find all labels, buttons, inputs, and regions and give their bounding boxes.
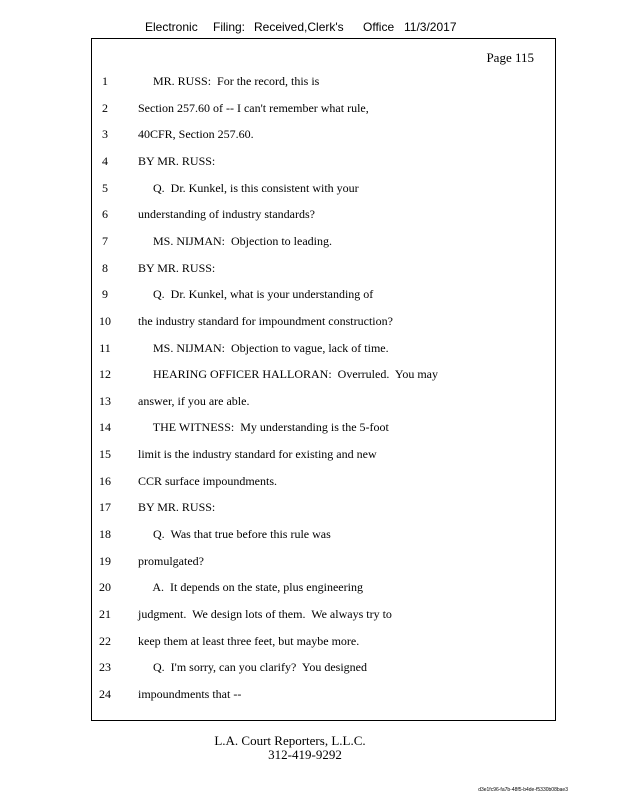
filing-stamp <box>0 20 618 36</box>
line-text: A. It depends on the state, plus engineering <box>138 580 363 595</box>
line-number: 10 <box>99 313 111 328</box>
line-number: 3 <box>102 127 108 142</box>
transcript-line <box>0 527 618 545</box>
transcript-line <box>0 634 618 652</box>
line-number: 7 <box>102 233 108 248</box>
stamp-date: 11/3/2017 <box>404 20 457 34</box>
line-text: MS. NIJMAN: Objection to vague, lack of time. <box>138 340 389 355</box>
transcript-line <box>0 287 618 305</box>
line-number: 16 <box>99 473 111 488</box>
line-text: limit is the industry standard for existing and new <box>138 447 377 462</box>
line-number: 1 <box>102 74 108 88</box>
transcript-line <box>0 554 618 572</box>
line-text: keep them at least three feet, but maybe more. <box>138 633 360 648</box>
stamp-filing: Filing: <box>213 20 246 34</box>
line-text: Q. I'm sorry, can you clarify? You designed <box>138 660 368 675</box>
line-text: Section 257.60 of -- I can't remember what rule, <box>138 100 369 115</box>
line-number: 20 <box>99 580 111 595</box>
line-text: MR. RUSS: For the record, this is <box>138 74 320 88</box>
stamp-electronic: Electronic <box>145 20 198 34</box>
line-text: BY MR. RUSS: <box>138 260 216 275</box>
stamp-received: Received,Clerk's <box>254 20 344 34</box>
line-number: 5 <box>102 180 108 195</box>
line-text: judgment. We design lots of them. We always try to <box>138 607 392 621</box>
line-number: 8 <box>102 260 108 275</box>
transcript-line <box>0 74 618 92</box>
line-text: Q. Dr. Kunkel, what is your understanding of <box>138 287 374 302</box>
transcript-line <box>0 580 618 598</box>
line-number: 2 <box>102 100 108 115</box>
line-number: 14 <box>99 420 111 435</box>
line-text: 40CFR, Section 257.60. <box>138 127 254 142</box>
line-number: 23 <box>99 660 111 675</box>
line-text: understanding of industry standards? <box>138 207 315 222</box>
line-number: 18 <box>99 527 111 542</box>
transcript-line <box>0 234 618 252</box>
line-number: 24 <box>99 686 111 701</box>
line-number: 17 <box>99 500 111 515</box>
footer-company: L.A. Court Reporters, L.L.C. <box>214 733 366 748</box>
document-id: d3e1fc96-fa7b-48f5-b4de-f5330b08bae3 <box>478 787 568 793</box>
line-text: MS. NIJMAN: Objection to leading. <box>138 233 332 248</box>
line-number: 11 <box>99 340 111 355</box>
line-number: 15 <box>99 447 111 462</box>
transcript-line <box>0 181 618 199</box>
line-text: Q. Was that true before this rule was <box>138 527 331 542</box>
line-number: 19 <box>99 553 111 568</box>
transcript-line <box>0 367 618 385</box>
transcript-line <box>0 314 618 332</box>
transcript-line <box>0 127 618 145</box>
line-text: CCR surface impoundments. <box>138 473 277 488</box>
line-text: answer, if you are able. <box>138 393 250 408</box>
line-text: Q. Dr. Kunkel, is this consistent with your <box>138 180 359 195</box>
transcript-line <box>0 394 618 412</box>
line-number: 13 <box>99 393 111 408</box>
transcript-line <box>0 420 618 438</box>
transcript-line <box>0 500 618 518</box>
transcript-line <box>0 607 618 625</box>
transcript-line <box>0 101 618 119</box>
stamp-office: Office <box>363 20 395 34</box>
footer-phone: 312-419-9292 <box>268 747 342 762</box>
line-text: impoundments that -- <box>138 686 242 701</box>
line-number: 21 <box>99 607 111 621</box>
transcript-line <box>0 261 618 279</box>
line-number: 9 <box>102 287 108 302</box>
page-number: Page 115 <box>486 50 534 65</box>
line-text: HEARING OFFICER HALLORAN: Overruled. You may <box>138 367 438 382</box>
line-text: the industry standard for impoundment construction? <box>138 313 393 328</box>
transcript-line <box>0 474 618 492</box>
transcript-line <box>0 154 618 172</box>
line-number: 12 <box>99 367 111 382</box>
line-text: BY MR. RUSS: <box>138 153 216 168</box>
line-text: BY MR. RUSS: <box>138 500 216 515</box>
line-number: 22 <box>99 633 111 648</box>
transcript-line <box>0 447 618 465</box>
line-number: 4 <box>102 153 108 168</box>
transcript-line <box>0 207 618 225</box>
transcript-line <box>0 660 618 678</box>
line-text: THE WITNESS: My understanding is the 5-foot <box>138 420 389 435</box>
transcript-line <box>0 687 618 705</box>
line-text: promulgated? <box>138 553 204 568</box>
line-number: 6 <box>102 207 108 222</box>
transcript-line <box>0 341 618 359</box>
